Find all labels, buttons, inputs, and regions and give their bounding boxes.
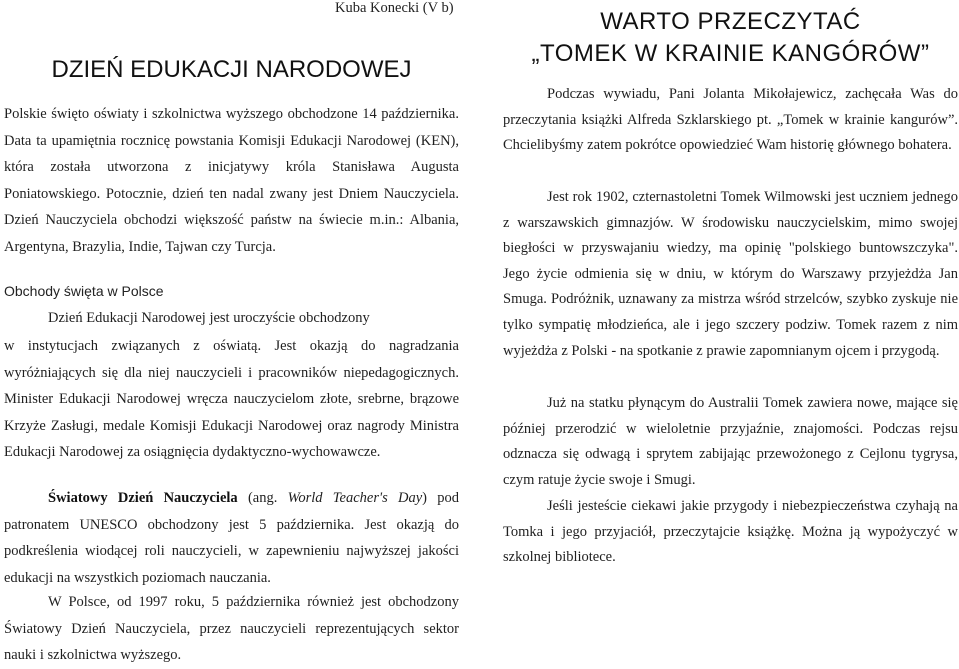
book-paragraph-1: Podczas wywiadu, Pani Jolanta Mikołajewicz, zachęcała Was do przeczytania książki Alfreda Szklarskiego pt. „Tomek w krainie kangurów”. Chcielibyśmy zatem pokrótce opowiedzieć Wam historię głównego bohatera. [503,86,958,154]
book-paragraph-2: Jest rok 1902, czternastoletni Tomek Wilmowski jest uczniem jednego z warszawskich gimnazjów. W środowisku nauczycielskim, mimo swojej biegłości w przyswajaniu wiedzy, ma opinię "polskiego buntowszczyka". Jego życie odmienia się w dniu, w którym do Warszawy przyjeżdża Jan Smuga. Podróżnik, uznawany za mistrza wśród strzelców, szybko zyskuje nie tylko sympatię młodzieńca, ale i jego szczery podziw. Tomek razem z nim wyjeżdża z Polski - na spotkanie z prawie zapomnianym ojcem i przygodą. [503,189,958,359]
book-paragraph-4: Jeśli jesteście ciekawi jakie przygody i niebezpieczeństwa czyhają na Tomka i jego przyjaciół, przeczytajcie książkę. Można ją wypożyczyć w szkolnej bibliotece. [503,498,958,566]
article-title: DZIEŃ EDUKACJI NARODOWEJ [51,56,412,83]
world-teachers-day-name: Światowy Dzień Nauczyciela [48,490,238,506]
book-title: „TOMEK W KRAINIE KANGÓRÓW” [531,40,930,67]
recommendation-title [503,6,958,70]
poland-paragraph: W Polsce, od 1997 roku, 5 października również jest obchodzony Światowy Dzień Nauczyciela, przez nauczycieli reprezentujących sektor nauki i szkolnictwa wyższego. [4,594,459,663]
section-heading: Obchody święta w Polsce [4,283,164,299]
world-teachers-day-english: World Teacher's Day [287,490,423,506]
book-paragraph-3: Już na statku płynącym do Australii Tomek zawiera nowe, mające się później przerodzić w wieloletnie przyjaźnie, znajomości. Podczas rejsu odznacza się odwagą i sprytem zabijając przewożonego z Cejlonu tygrysa, czym ratuje życie swoje i Smugi. [503,395,958,488]
section-paragraph: w instytucjach związanych z oświatą. Jest okazją do nagradzania wyróżniających się dla niej nauczycieli i pracowników niepedagogicznych. Minister Edukacji Narodowej wręcza nauczycielom złote, srebrne, brązowe Krzyże Zasługi, medale Komisji Edukacji Narodowej oraz nagrody Ministra Edukacji Narodowej za osiągnięcia dydaktyczno-wychowawcze. [4,338,459,460]
section-first-line: Dzień Edukacji Narodowej jest uroczyście obchodzony [48,310,370,326]
author-credit: Kuba Konecki (V b) [335,0,454,16]
world-teachers-day-paragraph: Światowy Dzień Nauczyciela (ang. World Teacher's Day) pod patronatem UNESCO obchodzony jest 5 października. Jest okazją do podkreślenia wiodącej roli nauczycieli, w zapewnieniu najwyższej jakości edukacji na wszystkich poziomach nauczania. [4,490,459,586]
intro-paragraph: Polskie święto oświaty i szkolnictwa wyższego obchodzone 14 października. Data ta upamiętnia rocznicę powstania Komisji Edukacji Narodowej (KEN), która została utworzona z inicjatywy króla Stanisława Augusta Poniatowskiego. Potocznie, dzień ten nadal zwany jest Dniem Nauczyciela. Dzień Nauczyciela obchodzi większość państw na świecie m.in.: Albania, Argentyna, Brazylia, Indie, Tajwan czy Turcja. [4,106,459,255]
recommendation-title-line1: WARTO PRZECZYTAĆ [600,8,861,35]
